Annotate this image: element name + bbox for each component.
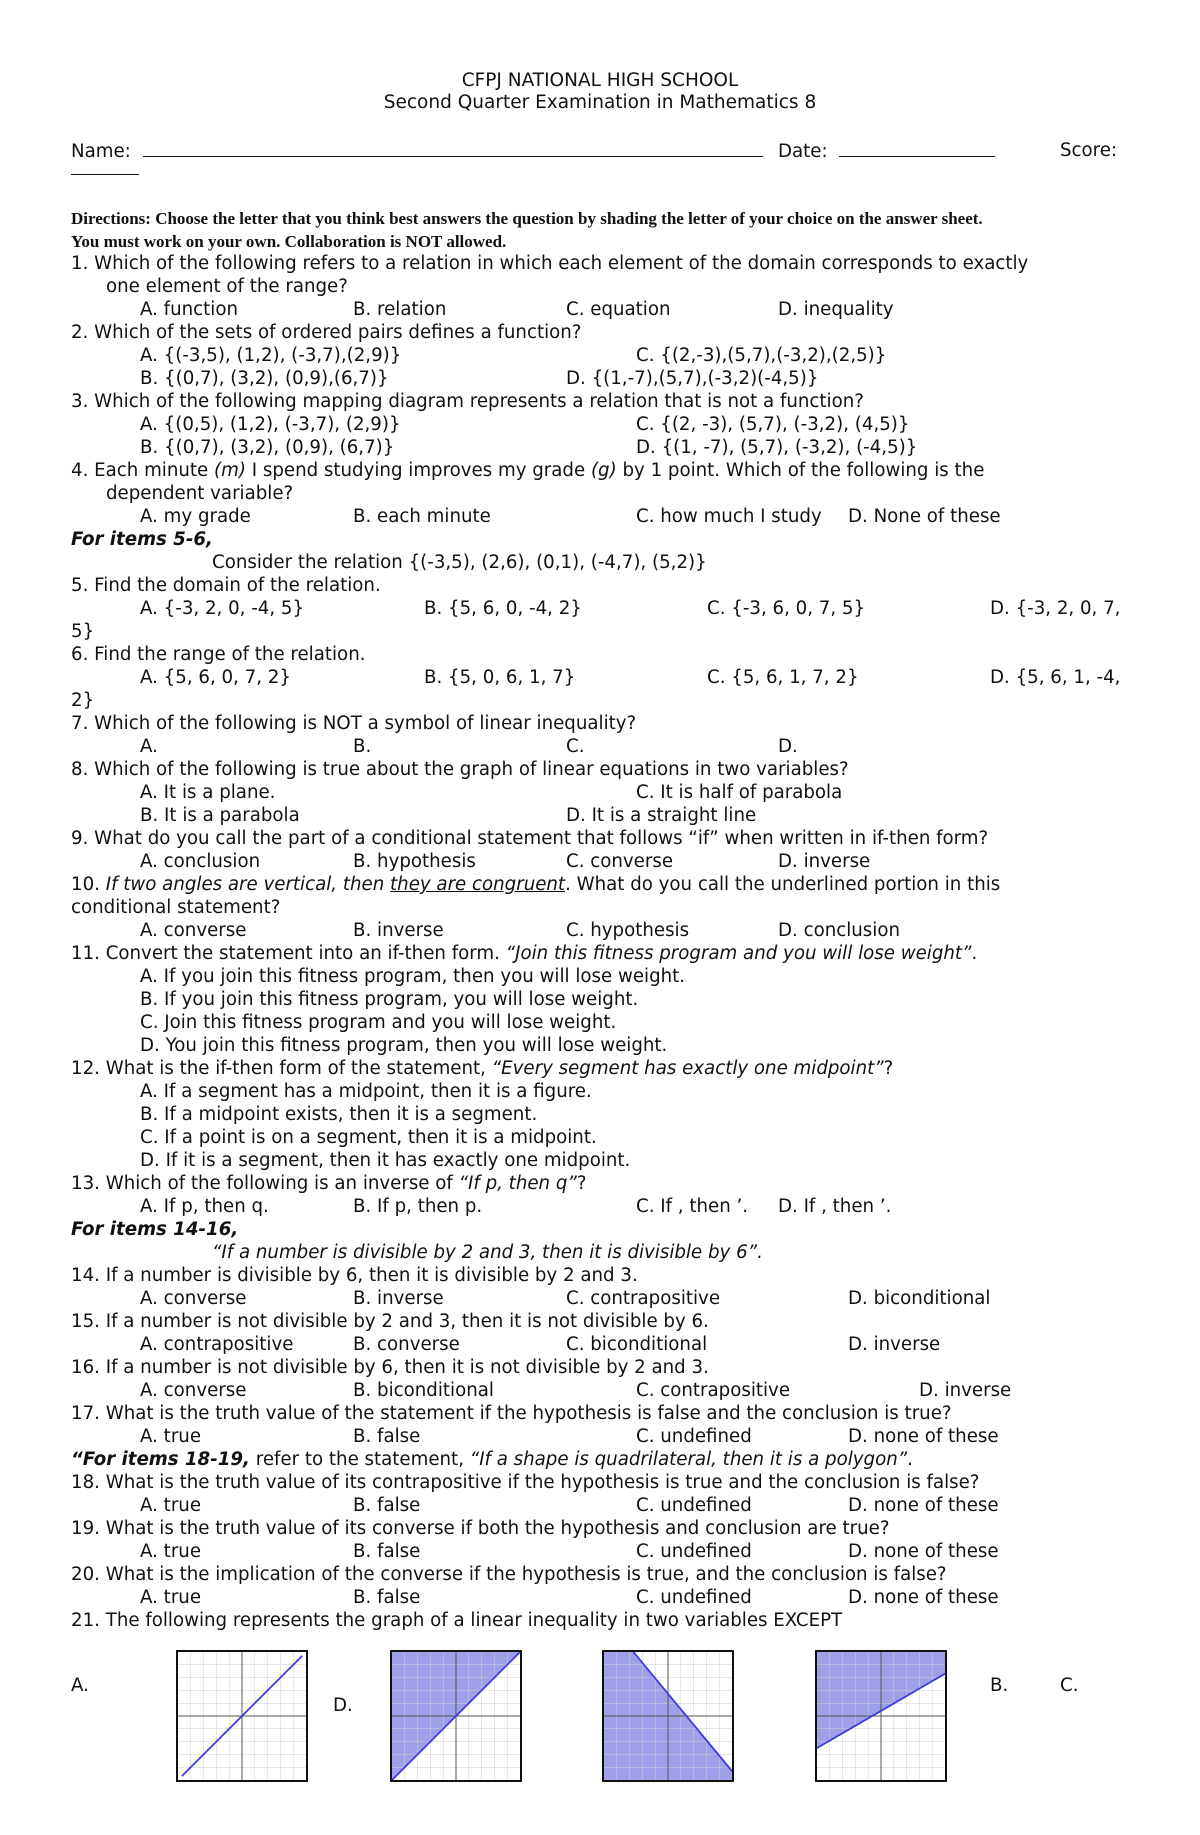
graph-a xyxy=(176,1650,308,1782)
graph-c-svg xyxy=(817,1652,945,1780)
q17-choice-d: D. none of these xyxy=(848,1426,999,1447)
q21-stem: 21. The following represents the graph of a linear inequality in two variables EXCEPT xyxy=(71,1610,843,1631)
q8-stem: 8. Which of the following is true about the graph of linear equations in two variables? xyxy=(71,759,849,780)
q6-choice-c: C. {5, 6, 1, 7, 2} xyxy=(707,667,859,688)
q1-choice-b: B. relation xyxy=(353,299,447,320)
graph-c xyxy=(815,1650,947,1782)
q7-choice-c: C. xyxy=(566,736,585,757)
q9-stem: 9. What do you call the part of a conditional statement that follows “if” when written in if-then form? xyxy=(71,828,989,849)
q17-stem: 17. What is the truth value of the statement if the hypothesis is false and the conclusion is true? xyxy=(71,1403,952,1424)
q21-label-c: C. xyxy=(1060,1675,1079,1696)
q11-stem: 11. Convert the statement into an if-then form. “Join this fitness program and you will lose weight”. xyxy=(71,943,978,964)
q11-choice-d: D. You join this fitness program, then you will lose weight. xyxy=(140,1035,668,1056)
q4-stem-2: dependent variable? xyxy=(106,483,294,504)
name-label: Name: xyxy=(71,141,131,162)
q16-choice-a: A. converse xyxy=(140,1380,247,1401)
graph-a-svg xyxy=(178,1652,306,1780)
q20-choice-d: D. none of these xyxy=(848,1587,999,1608)
q13-choice-d: D. If , then ’. xyxy=(778,1196,892,1217)
q2-stem: 2. Which of the sets of ordered pairs defines a function? xyxy=(71,322,582,343)
q19-choice-b: B. false xyxy=(353,1541,421,1562)
score-blank[interactable] xyxy=(71,158,139,175)
q15-choice-a: A. contrapositive xyxy=(140,1334,294,1355)
q4-choice-c: C. how much I study xyxy=(636,506,822,527)
q10-stem-2: conditional statement? xyxy=(71,897,281,918)
q17-choice-a: A. true xyxy=(140,1426,202,1447)
q5-choice-c: C. {-3, 6, 0, 7, 5} xyxy=(707,598,866,619)
score-field[interactable] xyxy=(1060,140,1117,162)
score-label: Score: xyxy=(1060,140,1118,161)
q18-choice-a: A. true xyxy=(140,1495,202,1516)
directions-line-2: You must work on your own. Collaboration is NOT allowed. xyxy=(71,232,507,251)
q20-stem: 20. What is the implication of the converse if the hypothesis is true, and the conclusion is false? xyxy=(71,1564,947,1585)
q14-choice-c: C. contrapositive xyxy=(566,1288,721,1309)
q15-stem: 15. If a number is not divisible by 2 and 3, then it is not divisible by 6. xyxy=(71,1311,709,1332)
q12-choice-a: A. If a segment has a midpoint, then it is a figure. xyxy=(140,1081,592,1102)
q9-choice-c: C. converse xyxy=(566,851,674,872)
q14-choice-a: A. converse xyxy=(140,1288,247,1309)
q10-stem-1: 10. If two angles are vertical, then they are congruent. What do you call the underlined portion in this xyxy=(71,874,1001,895)
q14-choice-d: D. biconditional xyxy=(848,1288,991,1309)
date-field[interactable] xyxy=(778,140,995,163)
q15-choice-c: C. biconditional xyxy=(566,1334,708,1355)
name-field[interactable] xyxy=(71,140,763,163)
q10-underlined-portion: they are congruent xyxy=(390,874,566,895)
q19-choice-a: A. true xyxy=(140,1541,202,1562)
q4-stem-1: 4. Each minute (m) I spend studying improves my grade (g) by 1 point. Which of the following is the xyxy=(71,460,985,481)
q13-choice-a: A. If p, then q. xyxy=(140,1196,269,1217)
q2-choice-c: C. {(2,-3),(5,7),(-3,2),(2,5)} xyxy=(636,345,887,366)
q4-choice-d: D. None of these xyxy=(848,506,1001,527)
q13-choice-c: C. If , then ’. xyxy=(636,1196,749,1217)
q2-choice-b: B. {(0,7), (3,2), (0,9),(6,7)} xyxy=(140,368,389,389)
q7-choice-d: D. xyxy=(778,736,798,757)
q5-choice-a: A. {-3, 2, 0, -4, 5} xyxy=(140,598,305,619)
items-14-16-heading: For items 14-16, xyxy=(71,1219,239,1240)
q16-choice-d: D. inverse xyxy=(919,1380,1012,1401)
q8-choice-d: D. It is a straight line xyxy=(566,805,757,826)
q16-stem: 16. If a number is not divisible by 6, then it is not divisible by 2 and 3. xyxy=(71,1357,709,1378)
q19-choice-c: C. undefined xyxy=(636,1541,752,1562)
q7-choice-b: B. xyxy=(353,736,372,757)
q19-stem: 19. What is the truth value of its converse if both the hypothesis and conclusion are true? xyxy=(71,1518,890,1539)
q6-choice-a: A. {5, 6, 0, 7, 2} xyxy=(140,667,291,688)
q21-label-a: A. xyxy=(71,1675,89,1696)
items-14-16-statement: “If a number is divisible by 2 and 3, then it is divisible by 6”. xyxy=(212,1242,763,1263)
items-18-19-heading: “For items 18-19, refer to the statement, “If a shape is quadrilateral, then it is a polygon”. xyxy=(71,1449,913,1470)
q13-stem: 13. Which of the following is an inverse of “If p, then q”? xyxy=(71,1173,587,1194)
exam-title: Second Quarter Examination in Mathematics 8 xyxy=(383,92,817,113)
q5-stem: 5. Find the domain of the relation. xyxy=(71,575,381,596)
q14-stem: 14. If a number is divisible by 6, then it is divisible by 2 and 3. xyxy=(71,1265,638,1286)
q3-choice-b: B. {(0,7), (3,2), (0,9), (6,7)} xyxy=(140,437,395,458)
q3-choice-d: D. {(1, -7), (5,7), (-3,2), (-4,5)} xyxy=(636,437,918,458)
q21-label-d: D. xyxy=(333,1695,353,1716)
q5-choice-d-wrap: 5} xyxy=(71,621,95,642)
q12-choice-c: C. If a point is on a segment, then it is a midpoint. xyxy=(140,1127,597,1148)
q1-choice-d: D. inequality xyxy=(778,299,894,320)
items-5-6-relation: Consider the relation {(-3,5), (2,6), (0,1), (-4,7), (5,2)} xyxy=(212,552,707,573)
q10-choice-b: B. inverse xyxy=(353,920,444,941)
q3-choice-c: C. {(2, -3), (5,7), (-3,2), (4,5)} xyxy=(636,414,910,435)
graph-d xyxy=(390,1650,522,1782)
q9-choice-d: D. inverse xyxy=(778,851,871,872)
q2-choice-d: D. {(1,-7),(5,7),(-3,2)(-4,5)} xyxy=(566,368,819,389)
q6-choice-d: D. {5, 6, 1, -4, xyxy=(990,667,1121,688)
q3-stem: 3. Which of the following mapping diagram represents a relation that is not a function? xyxy=(71,391,864,412)
items-5-6-heading: For items 5-6, xyxy=(71,529,213,550)
q1-stem-2: one element of the range? xyxy=(106,276,348,297)
q20-choice-b: B. false xyxy=(353,1587,421,1608)
q3-choice-a: A. {(0,5), (1,2), (-3,7), (2,9)} xyxy=(140,414,401,435)
q16-choice-b: B. biconditional xyxy=(353,1380,494,1401)
q12-choice-b: B. If a midpoint exists, then it is a segment. xyxy=(140,1104,538,1125)
q16-choice-c: C. contrapositive xyxy=(636,1380,791,1401)
q1-choice-c: C. equation xyxy=(566,299,671,320)
q9-choice-b: B. hypothesis xyxy=(353,851,476,872)
q17-choice-c: C. undefined xyxy=(636,1426,752,1447)
q19-choice-d: D. none of these xyxy=(848,1541,999,1562)
q6-choice-d-wrap: 2} xyxy=(71,690,95,711)
q17-choice-b: B. false xyxy=(353,1426,421,1447)
q11-choice-c: C. Join this fitness program and you will lose weight. xyxy=(140,1012,617,1033)
q2-choice-a: A. {(-3,5), (1,2), (-3,7),(2,9)} xyxy=(140,345,402,366)
q6-stem: 6. Find the range of the relation. xyxy=(71,644,366,665)
graph-d-svg xyxy=(392,1652,520,1780)
q4-choice-a: A. my grade xyxy=(140,506,251,527)
q18-choice-c: C. undefined xyxy=(636,1495,752,1516)
q9-choice-a: A. conclusion xyxy=(140,851,261,872)
q7-stem: 7. Which of the following is NOT a symbol of linear inequality? xyxy=(71,713,637,734)
q21-label-b: B. xyxy=(990,1675,1009,1696)
q1-choice-a: A. function xyxy=(140,299,238,320)
q20-choice-c: C. undefined xyxy=(636,1587,752,1608)
q15-choice-b: B. converse xyxy=(353,1334,460,1355)
directions-line-1: Directions: Choose the letter that you think best answers the question by shading the letter of your choice on the answer sheet. xyxy=(71,209,983,228)
q10-choice-c: C. hypothesis xyxy=(566,920,690,941)
q6-choice-b: B. {5, 0, 6, 1, 7} xyxy=(424,667,576,688)
q20-choice-a: A. true xyxy=(140,1587,202,1608)
name-blank[interactable] xyxy=(143,140,763,157)
q15-choice-d: D. inverse xyxy=(848,1334,941,1355)
q8-choice-b: B. It is a parabola xyxy=(140,805,300,826)
q12-choice-d: D. If it is a segment, then it has exactly one midpoint. xyxy=(140,1150,631,1171)
date-label: Date: xyxy=(778,141,828,162)
q18-choice-d: D. none of these xyxy=(848,1495,999,1516)
graph-b xyxy=(602,1650,734,1782)
q11-choice-b: B. If you join this fitness program, you will lose weight. xyxy=(140,989,639,1010)
q8-choice-c: C. It is half of parabola xyxy=(636,782,843,803)
q13-choice-b: B. If p, then p. xyxy=(353,1196,483,1217)
q18-stem: 18. What is the truth value of its contrapositive if the hypothesis is true and the conclusion is false? xyxy=(71,1472,980,1493)
date-blank[interactable] xyxy=(839,140,995,157)
q11-choice-a: A. If you join this fitness program, then you will lose weight. xyxy=(140,966,686,987)
q18-choice-b: B. false xyxy=(353,1495,421,1516)
q10-choice-a: A. converse xyxy=(140,920,247,941)
q5-choice-b: B. {5, 6, 0, -4, 2} xyxy=(424,598,582,619)
score-blank-wrap[interactable] xyxy=(71,158,139,181)
q12-stem: 12. What is the if-then form of the statement, “Every segment has exactly one midpoint”? xyxy=(71,1058,894,1079)
school-name: CFPJ NATIONAL HIGH SCHOOL xyxy=(461,70,739,91)
q5-choice-d: D. {-3, 2, 0, 7, xyxy=(990,598,1121,619)
q4-choice-b: B. each minute xyxy=(353,506,491,527)
q1-stem-1: 1. Which of the following refers to a relation in which each element of the domain corresponds to exactly xyxy=(71,253,1029,274)
q8-choice-a: A. It is a plane. xyxy=(140,782,276,803)
q7-choice-a: A. xyxy=(140,736,158,757)
q10-choice-d: D. conclusion xyxy=(778,920,900,941)
q14-choice-b: B. inverse xyxy=(353,1288,444,1309)
graph-b-svg xyxy=(604,1652,732,1780)
